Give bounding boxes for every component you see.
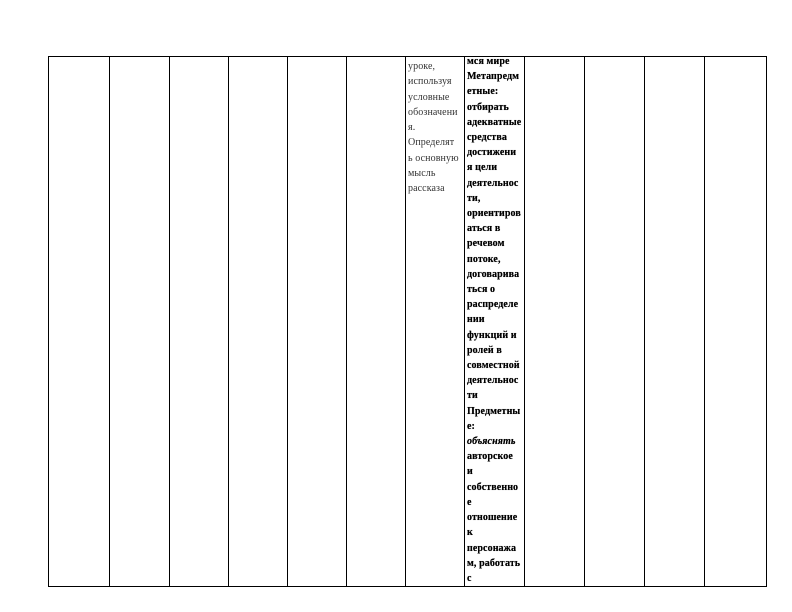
text-line: авторское: [467, 451, 513, 463]
text-line: м, работать: [467, 557, 521, 569]
text-line: деятельнос: [467, 177, 519, 189]
table-cell-11: [645, 57, 705, 587]
text-line: нии: [467, 314, 485, 326]
text-line: ролей в: [467, 344, 502, 356]
table-cell-9: [525, 57, 585, 587]
text-line: к: [467, 527, 473, 539]
text-line: отношение: [467, 512, 518, 524]
text-line: е: [467, 496, 472, 508]
text-line: договарива: [467, 268, 520, 280]
text-line: ь основную: [408, 152, 459, 164]
cell-text-outcomes: [465, 57, 524, 587]
table-cell-4: [229, 57, 288, 587]
text-line: е:: [467, 420, 475, 432]
text-line: Предметны: [467, 405, 521, 417]
lesson-plan-table: [48, 56, 767, 587]
table-cell-12: [705, 57, 767, 587]
text-line: адекватные: [467, 116, 522, 128]
text-line: аться в: [467, 223, 501, 235]
text-line: средства: [467, 132, 507, 144]
text-line: речевом: [467, 238, 505, 250]
text-line: персонажа: [467, 542, 517, 554]
table-cell-5: [288, 57, 347, 587]
text-line: Метапредм: [467, 71, 520, 83]
text-line: распределе: [467, 299, 519, 311]
text-line: Определят: [408, 137, 455, 149]
text-line: потоке,: [467, 253, 501, 265]
table-cell-6: [347, 57, 406, 587]
text-line: я цели: [467, 162, 498, 174]
text-line: собственно: [467, 481, 519, 493]
cell-text-activities: [406, 57, 464, 197]
table-cell-8: [465, 57, 525, 587]
text-line: с: [467, 572, 472, 584]
text-line: достижени: [467, 147, 517, 159]
text-line: и: [467, 466, 473, 478]
text-line: используя: [408, 76, 452, 88]
text-line: обозначени: [408, 106, 458, 118]
text-line: етные:: [467, 86, 499, 98]
table-cell-10: [585, 57, 645, 587]
text-line: ти,: [467, 192, 481, 204]
text-line: объяснять: [467, 436, 516, 448]
text-line: я.: [408, 122, 416, 134]
text-line: совместной: [467, 360, 520, 372]
text-line: ориентиров: [467, 208, 521, 220]
text-line: функций и: [467, 329, 517, 341]
table-cell-7: [406, 57, 465, 587]
text-line: уроке,: [408, 61, 436, 72]
text-line: условные: [408, 91, 450, 103]
text-line: деятельнос: [467, 375, 519, 387]
table-row: [49, 57, 767, 587]
text-line: рассказа: [408, 183, 445, 195]
table-cell-3: [170, 57, 229, 587]
text-line: отбирать: [467, 101, 509, 113]
text-line: мся мире: [467, 56, 510, 67]
text-line: ти: [467, 390, 478, 402]
text-line: ться о: [467, 284, 496, 296]
table-cell-1: [49, 57, 110, 587]
table-cell-2: [110, 57, 170, 587]
text-line: мысль: [408, 168, 436, 180]
